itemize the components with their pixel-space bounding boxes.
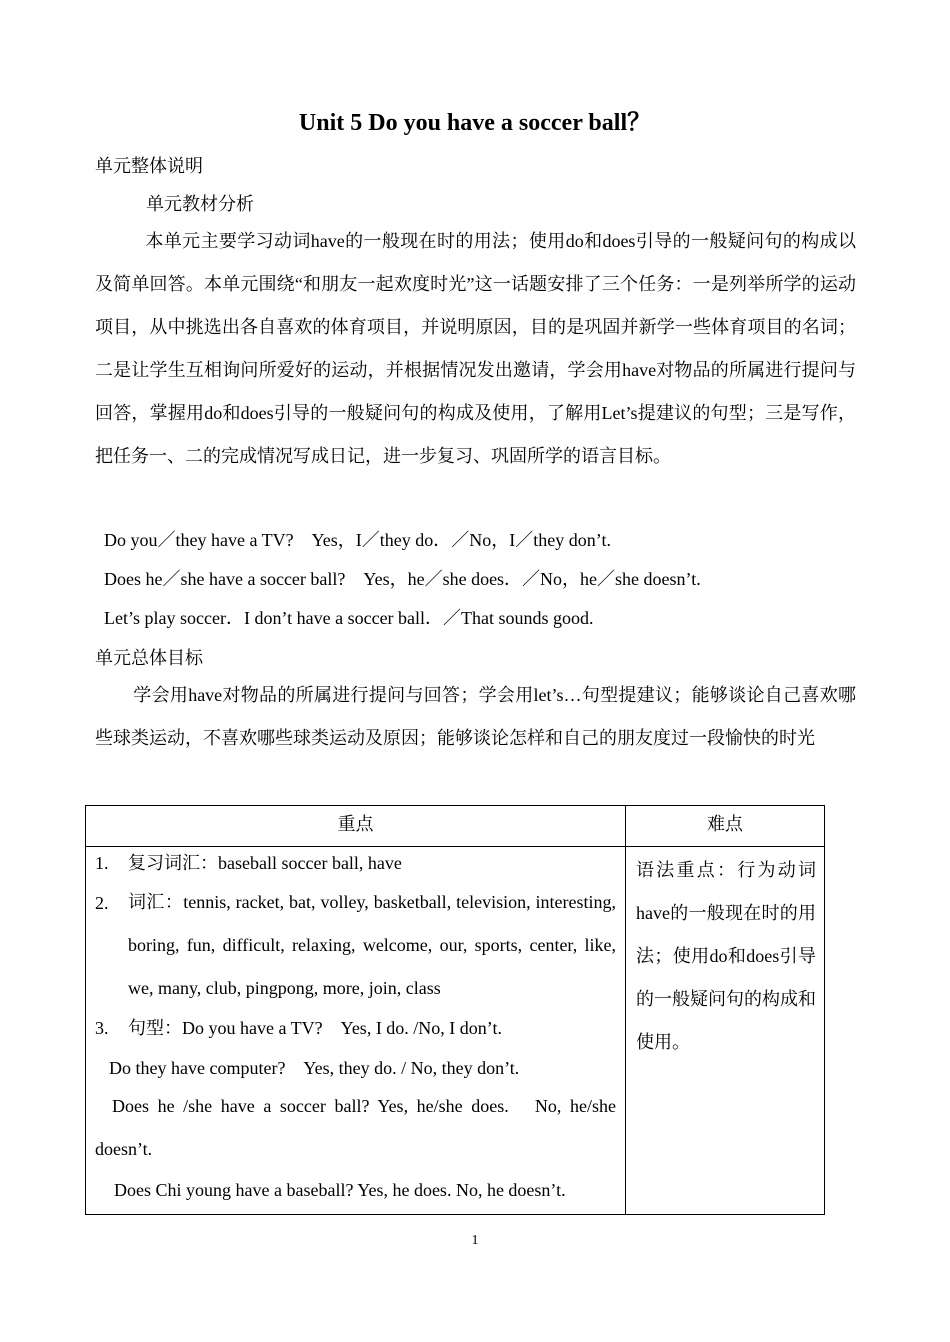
section-heading-goals: 单元总体目标 [95, 648, 203, 668]
list-item-vocab: 词汇：tennis, racket, bat, volley, basketball, television, interesting, boring, fun, difficult, relaxing, welcome, our, sports, center, like, we, many, club, pingpong, more, join, class [128, 892, 616, 998]
analysis-paragraph-text: 本单元主要学习动词have的一般现在时的用法；使用do和does引导的一般疑问句的构成以及简单回答。本单元围绕“和朋友一起欢度时光”这一话题安排了三个任务：一是列举所学的运动项目，从中挑选出各自喜欢的体育项目，并说明原因，目的是巩固并新学一些体育项目的名词；二是让学生互相询问所爱好的运动，并根据情况发出邀请，学会用have对物品的所属进行提问与回答，掌握用do和does引导的一般疑问句的构成及使用，了解用Let’s提建议的句型；三是写作，把任务一、二的完成情况写成日记，进一步复习、巩固所学的语言目标。 [95, 231, 856, 466]
example-sentence-1: Do you／they have a TV? Yes，I／they do．／No，I／they don’t. [104, 530, 611, 550]
example-sentence-3: Let’s play soccer．I don’t have a soccer ball．／That sounds good. [104, 608, 594, 628]
subsection-heading-analysis: 单元教材分析 [146, 194, 254, 214]
pattern-line-they: Do they have computer? Yes, they do. / No, they don’t. [109, 1058, 520, 1078]
list-item-number-2 [95, 891, 128, 915]
pattern-line-chi-young: Does Chi young have a baseball? Yes, he does. No, he doesn’t. [114, 1180, 566, 1200]
pattern-line-he-she: Does he /she have a soccer ball? Yes, he/she does. No, he/she doesn’t. [95, 1096, 616, 1159]
list-item-number: 1. [95, 853, 109, 873]
list-item-number: 2. [95, 893, 109, 913]
goal-paragraph-text: 学会用have对物品的所属进行提问与回答；学会用let’s…句型提建议；能够谈论自己喜欢哪些球类运动，不喜欢哪些球类运动及原因；能够谈论怎样和自己的朋友度过一段愉快的时光 [95, 685, 856, 748]
table-header-key-points: 重点 [86, 806, 626, 847]
list-item-number: 3. [95, 1018, 109, 1038]
page-number: 1 [471, 1233, 479, 1248]
list-item-sentence-patterns [95, 1016, 502, 1040]
table-header-difficulties: 难点 [626, 806, 825, 847]
goal-paragraph [95, 674, 856, 760]
analysis-paragraph [95, 220, 856, 478]
list-item-text: 复习词汇：baseball soccer ball, have [128, 853, 402, 873]
section-heading-overview: 单元整体说明 [95, 156, 203, 176]
page-title: Unit 5 Do you have a soccer ball？ [298, 110, 652, 136]
difficulties-text: 语法重点：行为动词have的一般现在时的用法；使用do和does引导的一般疑问句的构成和使用。 [636, 860, 816, 1052]
list-item-text: 句型：Do you have a TV? Yes, I do. /No, I don’t. [128, 1018, 502, 1038]
list-item-vocab-review [95, 851, 402, 875]
difficulties-cell [626, 847, 825, 1215]
example-sentence-2: Does he／she have a soccer ball? Yes，he／she does．／No，he／she doesn’t. [104, 569, 701, 589]
key-points-table [85, 805, 825, 1215]
key-points-cell [86, 847, 626, 1215]
